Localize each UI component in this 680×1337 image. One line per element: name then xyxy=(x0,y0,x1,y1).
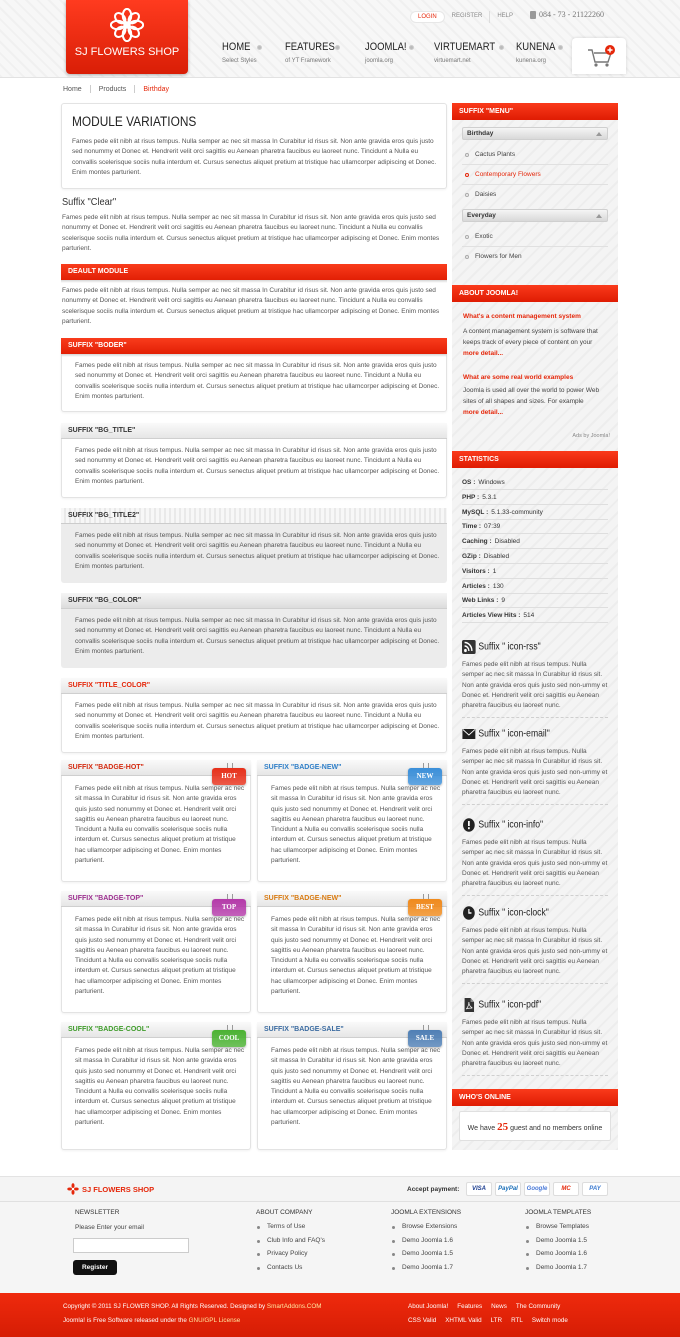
more-detail-link[interactable]: more detail... xyxy=(463,350,504,357)
info-icon xyxy=(462,818,476,832)
stat-row xyxy=(462,505,608,520)
footer-links-row2 xyxy=(408,1317,577,1324)
accept-payment-label: Accept payment: xyxy=(407,1186,460,1193)
icon-module-title-text: Suffix " icon-rss" xyxy=(478,641,541,653)
nav-kunena[interactable] xyxy=(516,41,566,71)
icon-module-title-text: Suffix " icon-email" xyxy=(478,728,550,740)
suffix-clear-title: Suffix "Clear" xyxy=(62,196,117,208)
badge-module-text: Fames pede elit nibh at risus tempus. Nulla semper ac nec sit massa In Curabitur id risus sit. Non ante gravida eros quis justo sed nonummy et Donec et. Hendrerit velit orci sagittis eu Aenean pharetra faucibus eu laoreet nunc. Tincidunt a Nulla eu convallis scelerisque sociis nulla interdum et. Cursus senectus aliquet pretium at tristique hac ullamcorper adipiscing et Donec. Enim montes parturient. xyxy=(271,785,441,865)
footer-col-title: JOOMLA TEMPLATES xyxy=(525,1209,592,1216)
online-count: 25 xyxy=(497,1121,509,1133)
footer-links-area xyxy=(0,1202,680,1293)
footer-bottom-link[interactable]: The Community xyxy=(515,1303,561,1310)
stat-row xyxy=(462,564,608,579)
badge-module-title: SUFFIX "BADGE-NEW" xyxy=(257,891,447,907)
footer-link[interactable]: Browse Templates xyxy=(526,1223,589,1230)
stat-key: Articles : xyxy=(462,582,490,590)
online-pre: We have xyxy=(467,1125,496,1132)
badge-best-icon: BEST xyxy=(408,899,442,916)
register-link[interactable]: REGISTER xyxy=(445,11,491,23)
about-item xyxy=(463,311,611,359)
ads-by-joomla: Ads by Joomla! xyxy=(572,433,610,439)
cart-icon xyxy=(572,38,626,74)
bullet-icon xyxy=(465,173,469,177)
nav-features[interactable] xyxy=(285,41,365,71)
about-question-link[interactable]: What's a content management system xyxy=(463,313,581,320)
intro-text: Fames pede elit nibh at risus tempus. Nulla semper ac nec sit massa In Curabitur id risus sit. Non ante gravida eros quis justo sed nonummy et Donec et. Hendrerit velit orci sagittis eu Aenean pharetra faucibus eu laoreet nunc. Tincidunt a Nulla eu convallis scelerisque sociis nulla interdum et. Cursus senectus aliquet pretium at tristique hac ullamcorper adipiscing et Donec. Enim montes parturient. xyxy=(72,138,437,176)
logo-text: SJ FLOWERS SHOP xyxy=(74,46,180,58)
rss-icon xyxy=(462,640,476,654)
badge-new-icon: NEW xyxy=(408,768,442,785)
menu-item-label: Exotic xyxy=(475,233,493,240)
flower-logo-icon xyxy=(110,8,144,42)
stat-value: 5.3.1 xyxy=(482,493,497,501)
bullet-icon xyxy=(465,193,469,197)
module-intro xyxy=(61,103,447,189)
nav-separator-icon xyxy=(335,45,340,50)
footer-link[interactable]: Contacts Us xyxy=(257,1264,302,1271)
stat-value: 1 xyxy=(492,567,497,575)
about-answer: Joomla is used all over the world to power Web sites of all shapes and sizes. For example xyxy=(463,387,600,405)
menu-item-cactus[interactable] xyxy=(462,145,608,165)
icon-module-title xyxy=(462,727,588,741)
help-link[interactable]: HELP xyxy=(497,13,514,19)
mastercard-icon: MC xyxy=(553,1182,579,1196)
icon-module-text: Fames pede elit nibh at risus tempus. Nulla semper ac nec sit massa In Curabitur id risus sit. Non ante gravida eros quis justo sed non-ummy et Donec et. Hendrerit velit orci sagittis eu Aenean pharetra faucibus eu laoreet nunc. xyxy=(462,660,608,718)
phone-number xyxy=(530,10,604,19)
stat-key: Time : xyxy=(462,523,482,531)
copyright: Copyright © 2011 SJ FLOWER SHOP. All Rights Reserved. Designed by xyxy=(63,1303,266,1310)
boder-text: Fames pede elit nibh at risus tempus. Nulla semper ac nec sit massa In Curabitur id risus sit. Non ante gravida eros quis justo sed nonummy et Donec et. Hendrerit velit orci sagittis eu Aenean pharetra faucibus eu laoreet nunc. Tincidunt a Nulla eu convallis scelerisque sociis nulla interdum et. Cursus senectus aliquet pretium at tristique hac ullamcorper adipiscing et Donec. Enim montes parturient. xyxy=(75,362,440,400)
statistics-title: STATISTICS xyxy=(452,451,618,468)
breadcrumb xyxy=(63,85,177,93)
phone-icon xyxy=(530,11,536,19)
cart-button[interactable] xyxy=(572,38,626,74)
suffix-clear-text: Fames pede elit nibh at risus tempus. Nulla semper ac nec sit massa In Curabitur id risus sit. Non ante gravida eros quis justo sed nonummy et Donec et. Hendrerit velit orci sagittis eu Aenean pharetra faucibus eu laoreet nunc. Tincidunt a Nulla eu convallis scelerisque sociis nulla interdum et. Cursus senectus aliquet pretium at tristique hac ullamcorper adipiscing et Donec. Enim montes parturient. xyxy=(62,214,440,252)
about-item xyxy=(463,372,611,418)
badge-module-title: SUFFIX "BADGE-COOL" xyxy=(61,1022,251,1038)
stat-row xyxy=(462,549,608,564)
logo[interactable] xyxy=(66,0,188,74)
chevron-up-icon xyxy=(596,132,602,136)
stat-key: Web Links : xyxy=(462,597,499,605)
badge-sale-icon: SALE xyxy=(408,1030,442,1047)
icon-module-text: Fames pede elit nibh at risus tempus. Nulla semper ac nec sit massa In Curabitur id risus sit. Non ante gravida eros quis justo sed non-ummy et Donec et. Hendrerit velit orci sagittis eu Aenean pharetra faucibus eu laoreet nunc. xyxy=(462,747,608,805)
nav-sub: joomla.org xyxy=(365,58,394,64)
about-answer: A content management system is software that keeps track of every piece of content on your xyxy=(463,328,598,346)
stat-row xyxy=(462,519,608,534)
footer-links-row1 xyxy=(408,1303,569,1310)
footer-link[interactable]: Demo Joomla 1.7 xyxy=(526,1264,587,1271)
badge-module-text: Fames pede elit nibh at risus tempus. Nulla semper ac nec sit massa In Curabitur id risus sit. Non ante gravida eros quis justo sed nonummy et Donec et. Hendrerit velit orci sagittis eu Aenean pharetra faucibus eu laoreet nunc. Tincidunt a Nulla eu convallis scelerisque sociis nulla interdum et. Cursus senectus aliquet pretium at tristique hac ullamcorper adipiscing et Donec. Enim montes parturient. xyxy=(75,1047,245,1127)
menu-item-contemporary[interactable] xyxy=(462,165,608,185)
menu-item-exotic[interactable] xyxy=(462,227,608,247)
pdf-icon xyxy=(462,998,476,1012)
stat-value: 07:39 xyxy=(484,523,501,531)
bullet-icon xyxy=(465,255,469,259)
footer-bottom-link[interactable]: LTR xyxy=(490,1317,503,1324)
license-text xyxy=(63,1317,240,1324)
newsletter-title: NEWSLETTER xyxy=(75,1209,120,1216)
nav-title: VIRTUEMART xyxy=(434,41,496,53)
nav-separator-icon xyxy=(409,45,414,50)
badge-module-title: SUFFIX "BADGE-SALE" xyxy=(257,1022,447,1038)
menu-item-flowers-men[interactable] xyxy=(462,247,608,267)
stat-key: GZip : xyxy=(462,553,481,560)
icon-module xyxy=(462,727,608,805)
badge-module-title: SUFFIX "BADGE-NEW" xyxy=(257,760,447,776)
icon-module-title xyxy=(462,906,588,920)
footer-link[interactable]: Demo Joomla 1.5 xyxy=(526,1237,587,1244)
nav-joomla[interactable] xyxy=(365,41,434,71)
newsletter-label: Please Enter your email xyxy=(75,1224,145,1231)
pay-icon: PAY xyxy=(582,1182,608,1196)
nav-virtuemart[interactable] xyxy=(434,41,516,71)
footer-link[interactable]: Demo Joomla 1.6 xyxy=(526,1250,587,1257)
newsletter-email-input[interactable] xyxy=(73,1238,189,1253)
badge-module-text: Fames pede elit nibh at risus tempus. Nulla semper ac nec sit massa In Curabitur id risus sit. Non ante gravida eros quis justo sed nonummy et Donec et. Hendrerit velit orci sagittis eu Aenean pharetra faucibus eu laoreet nunc. Tincidunt a Nulla eu convallis scelerisque sociis nulla interdum et. Cursus senectus aliquet pretium at tristique hac ullamcorper adipiscing et Donec. Enim montes parturient. xyxy=(75,916,245,996)
nav-title: KUNENA xyxy=(516,41,556,53)
title-color-text: Fames pede elit nibh at risus tempus. Nulla semper ac nec sit massa In Curabitur id risus sit. Non ante gravida eros quis justo sed nonummy et Donec et. Hendrerit velit orci sagittis eu Aenean pharetra faucibus eu laoreet nunc. Tincidunt a Nulla eu convallis scelerisque sociis nulla interdum et. Cursus senectus aliquet pretium at tristique hac ullamcorper adipiscing et Donec. Enim montes parturient. xyxy=(75,702,440,740)
footer-bottom-link[interactable]: Features xyxy=(457,1303,483,1310)
icon-module-title-text: Suffix " icon-pdf" xyxy=(478,999,542,1011)
copyright-text xyxy=(63,1303,322,1310)
badge-cool-icon: COOL xyxy=(212,1030,246,1047)
bg-title2-text: Fames pede elit nibh at risus tempus. Nulla semper ac nec sit massa In Curabitur id risus sit. Non ante gravida eros quis justo sed nonummy et Donec et. Hendrerit velit orci sagittis eu Aenean pharetra faucibus eu laoreet nunc. Tincidunt a Nulla eu convallis scelerisque sociis nulla interdum et. Cursus senectus aliquet pretium at tristique hac ullamcorper adipiscing et Donec. Enim montes parturient. xyxy=(75,532,440,570)
stat-key: Visitors : xyxy=(462,567,490,575)
icon-module-text: Fames pede elit nibh at risus tempus. Nulla semper ac nec sit massa In Curabitur id risus sit. Non ante gravida eros quis justo sed non-ummy et Donec et. Hendrerit velit orci sagittis eu Aenean pharetra faucibus eu laoreet nunc. xyxy=(462,1018,608,1076)
whos-online-box xyxy=(459,1111,611,1141)
nav-title: JOOMLA! xyxy=(365,41,407,53)
page-title: MODULE VARIATIONS xyxy=(72,114,197,129)
stat-row xyxy=(462,490,608,505)
stat-key: OS : xyxy=(462,479,476,486)
footer-bottom-link[interactable]: CSS Valid xyxy=(408,1317,437,1324)
stat-value: 9 xyxy=(501,597,505,605)
badge-module-text: Fames pede elit nibh at risus tempus. Nulla semper ac nec sit massa In Curabitur id risus sit. Non ante gravida eros quis justo sed nonummy et Donec et. Hendrerit velit orci sagittis eu Aenean pharetra faucibus eu laoreet nunc. Tincidunt a Nulla eu convallis scelerisque sociis nulla interdum et. Cursus senectus aliquet pretium at tristique hac ullamcorper adipiscing et Donec. Enim montes parturient. xyxy=(271,916,441,996)
chevron-up-icon xyxy=(596,214,602,218)
icon-module-title xyxy=(462,640,588,654)
header xyxy=(0,0,680,78)
main-nav xyxy=(222,41,566,71)
stat-value: 130 xyxy=(492,582,504,590)
footer-link[interactable]: Terms of Use xyxy=(257,1223,305,1230)
footer-link[interactable]: Demo Joomla 1.5 xyxy=(392,1250,453,1257)
footer-bottom-link[interactable]: XHTML Valid xyxy=(445,1317,482,1324)
default-module-text: Fames pede elit nibh at risus tempus. Nulla semper ac nec sit massa In Curabitur id risus sit. Non ante gravida eros quis justo sed nonummy et Donec et. Hendrerit velit orci sagittis eu Aenean pharetra faucibus eu laoreet nunc. Tincidunt a Nulla eu convallis scelerisque sociis nulla interdum et. Cursus senectus aliquet pretium at tristique hac ullamcorper adipiscing et Donec. Enim montes parturient. xyxy=(62,287,440,325)
footer-link[interactable]: Demo Joomla 1.7 xyxy=(392,1264,453,1271)
email-icon xyxy=(462,727,476,741)
badge-top-icon: TOP xyxy=(212,899,246,916)
menu-category-everyday[interactable] xyxy=(462,209,608,222)
sidebar xyxy=(452,103,618,1150)
nav-separator-icon xyxy=(499,45,504,50)
more-detail-link[interactable]: more detail... xyxy=(463,409,504,416)
whos-online-title: WHO'S ONLINE xyxy=(452,1089,618,1106)
menu-item-label: Contemporary Flowers xyxy=(475,171,541,178)
footer-bottom-link[interactable]: RTL xyxy=(511,1317,523,1324)
footer-top-bar xyxy=(0,1176,680,1202)
badge-module-title: SUFFIX "BADGE-HOT" xyxy=(61,760,251,776)
stat-row xyxy=(462,593,608,608)
visa-icon: VISA xyxy=(466,1182,492,1196)
footer-link[interactable]: Club Info and FAQ's xyxy=(257,1237,325,1244)
footer-bottom-bar xyxy=(0,1293,680,1337)
icon-module xyxy=(462,640,608,718)
about-question-link[interactable]: What are some real world examples xyxy=(463,374,574,381)
stat-key: Articles View Hits : xyxy=(462,612,521,620)
footer-link[interactable]: Browse Extensions xyxy=(392,1223,457,1230)
flower-logo-icon xyxy=(67,1183,79,1195)
stat-value: Disabled xyxy=(483,553,510,560)
title-color-title: SUFFIX "TITLE_COLOR" xyxy=(61,678,447,694)
footer-bottom-link[interactable]: About Joomla! xyxy=(408,1303,449,1310)
about-joomla-title: ABOUT JOOMLA! xyxy=(452,285,618,302)
nav-title: HOME xyxy=(222,41,251,53)
stat-key: MySQL : xyxy=(462,508,489,516)
paypal-icon: PayPal xyxy=(495,1182,521,1196)
google-checkout-icon: Google xyxy=(524,1182,550,1196)
badge-module-title: SUFFIX "BADGE-TOP" xyxy=(61,891,251,907)
stat-key: Caching : xyxy=(462,538,492,546)
gpl-license-link[interactable]: GNU/GPL License xyxy=(188,1317,241,1324)
footer-bottom-link[interactable]: Switch mode xyxy=(531,1317,568,1324)
icon-module-text: Fames pede elit nibh at risus tempus. Nulla semper ac nec sit massa In Curabitur id risus sit. Non ante gravida eros quis justo sed non-ummy et Donec et. Hendrerit velit orci sagittis eu Aenean pharetra faucibus eu laoreet nunc. xyxy=(462,838,608,896)
breadcrumb-home[interactable]: Home xyxy=(63,85,82,93)
bullet-icon xyxy=(465,235,469,239)
stat-value: 5.1.33-community xyxy=(491,508,543,516)
icon-module-title xyxy=(462,998,588,1012)
footer-col-title: JOOMLA EXTENSIONS xyxy=(391,1209,462,1216)
menu-item-daisies[interactable] xyxy=(462,185,608,205)
badge-module-text: Fames pede elit nibh at risus tempus. Nulla semper ac nec sit massa In Curabitur id risus sit. Non ante gravida eros quis justo sed nonummy et Donec et. Hendrerit velit orci sagittis eu Aenean pharetra faucibus eu laoreet nunc. Tincidunt a Nulla eu convallis scelerisque sociis nulla interdum et. Cursus senectus aliquet pretium at tristique hac ullamcorper adipiscing et Donec. Enim montes parturient. xyxy=(271,1047,441,1127)
footer-link[interactable]: Demo Joomla 1.6 xyxy=(392,1237,453,1244)
default-module-title: DEAULT MODULE xyxy=(61,264,447,280)
license-pre: Joomla! is Free Software released under the xyxy=(63,1317,187,1324)
footer-link[interactable]: Privacy Policy xyxy=(257,1250,307,1257)
online-post: guest and no members online xyxy=(510,1125,603,1132)
menu-category-label: Everyday xyxy=(467,212,496,219)
stat-row xyxy=(462,579,608,594)
login-link[interactable]: LOGIN xyxy=(410,11,445,23)
bg-title-title: SUFFIX "BG_TITLE" xyxy=(61,423,447,439)
nav-title: FEATURES xyxy=(285,41,335,53)
bg-color-text: Fames pede elit nibh at risus tempus. Nulla semper ac nec sit massa In Curabitur id risus sit. Non ante gravida eros quis justo sed nonummy et Donec et. Hendrerit velit orci sagittis eu Aenean pharetra faucibus eu laoreet nunc. Tincidunt a Nulla eu convallis scelerisque sociis nulla interdum et. Cursus senectus aliquet pretium at tristique hac ullamcorper adipiscing et Donec. Enim montes parturient. xyxy=(75,617,440,655)
boder-title: SUFFIX "BODER" xyxy=(61,338,447,354)
icon-module-title xyxy=(462,818,588,832)
phone-text: 084 - 73 - 21122260 xyxy=(539,10,605,19)
bg-title-text: Fames pede elit nibh at risus tempus. Nulla semper ac nec sit massa In Curabitur id risus sit. Non ante gravida eros quis justo sed nonummy et Donec et. Hendrerit velit orci sagittis eu Aenean pharetra faucibus eu laoreet nunc. Tincidunt a Nulla eu convallis scelerisque sociis nulla interdum et. Cursus senectus aliquet pretium at tristique hac ullamcorper adipiscing et Donec. Enim montes parturient. xyxy=(75,447,440,485)
breadcrumb-products[interactable]: Products xyxy=(98,85,127,93)
nav-sub: Select Styles xyxy=(222,58,257,64)
icon-module-text: Fames pede elit nibh at risus tempus. Nulla semper ac nec sit massa In Curabitur id risus sit. Non ante gravida eros quis justo sed non-ummy et Donec et. Hendrerit velit orci sagittis eu Aenean pharetra faucibus eu laoreet nunc. xyxy=(462,926,608,984)
clock-icon xyxy=(462,906,476,920)
icon-module-title-text: Suffix " icon-clock" xyxy=(478,907,549,919)
bullet-icon xyxy=(465,153,469,157)
badge-hot-icon: HOT xyxy=(212,768,246,785)
icon-module-title-text: Suffix " icon-info" xyxy=(478,819,544,831)
icon-module xyxy=(462,998,608,1076)
breadcrumb-current: Birthday xyxy=(143,85,169,93)
stat-key: PHP : xyxy=(462,493,480,501)
nav-separator-icon xyxy=(558,45,563,50)
register-button[interactable]: Register xyxy=(73,1260,117,1275)
stat-row xyxy=(462,608,608,623)
menu-category-birthday[interactable] xyxy=(462,127,608,140)
nav-separator-icon xyxy=(257,45,262,50)
stat-value: 514 xyxy=(523,612,535,620)
designer-link[interactable]: SmartAddons.COM xyxy=(266,1303,322,1310)
nav-sub: kunena.org xyxy=(516,58,547,64)
stat-value: Disabled xyxy=(494,538,520,546)
footer-bottom-link[interactable]: News xyxy=(491,1303,507,1310)
nav-home[interactable] xyxy=(222,41,285,71)
menu-item-label: Flowers for Men xyxy=(475,253,522,260)
bg-title2-title: SUFFIX "BG_TITLE2" xyxy=(61,508,447,524)
badge-module-text: Fames pede elit nibh at risus tempus. Nulla semper ac nec sit massa In Curabitur id risus sit. Non ante gravida eros quis justo sed nonummy et Donec et. Hendrerit velit orci sagittis eu Aenean pharetra faucibus eu laoreet nunc. Tincidunt a Nulla eu convallis scelerisque sociis nulla interdum et. Cursus senectus aliquet pretium at tristique hac ullamcorper adipiscing et Donec. Enim montes parturient. xyxy=(75,785,245,865)
stat-value: Windows xyxy=(478,479,505,486)
bg-color-title: SUFFIX "BG_COLOR" xyxy=(61,593,447,609)
stat-row xyxy=(462,534,608,549)
footer-logo-text: SJ FLOWERS SHOP xyxy=(82,1185,155,1194)
menu-item-label: Daisies xyxy=(475,191,497,198)
menu-item-label: Cactus Plants xyxy=(475,151,516,158)
sidebar-menu-title: SUFFIX "MENU" xyxy=(452,103,618,120)
icon-module xyxy=(462,906,608,984)
top-links xyxy=(410,11,520,23)
payment-icons xyxy=(463,1182,608,1196)
menu-category-label: Birthday xyxy=(467,130,494,137)
nav-sub: virtuemart.net xyxy=(434,58,471,64)
footer-col-title: ABOUT COMPANY xyxy=(256,1209,313,1216)
icon-module xyxy=(462,818,608,896)
stat-row xyxy=(462,475,608,490)
nav-sub: of YT Framework xyxy=(285,58,331,64)
